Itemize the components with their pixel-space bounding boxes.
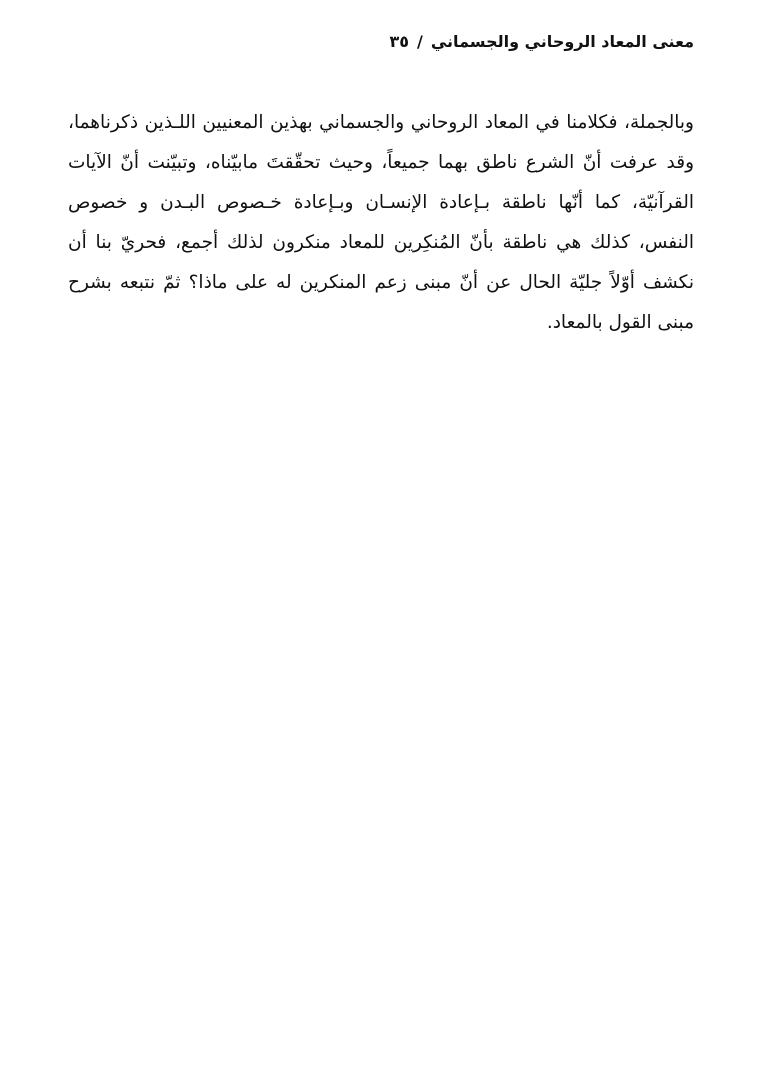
body-paragraph: وبالجملة، فكلامنا في المعاد الروحاني والجسماني بهذين المعنيين اللـذين ذكرناهما، وقد عرفت أنّ الشرع ناطق بهما جميعاً، وحيث تحقّقتَ مابيّناه، وتبيّنت أنّ الآيات القرآنيّة، كما أنّها ناطقة بـإعادة الإنسـان وبـإعادة خـصوص البـدن و خصوص النفس، كذلك هي ناطقة بأنّ المُنكِرين للمعاد منكرون لذلك أجمع، فحريّ بنا أن نكشف أوّلاً جليّة الحال عن أنّ مبنى زعم المنكرين له على ماذا؟ ثمّ نتبعه بشرح مبنى القول بالمعاد. [68,111,694,333]
header-separator: / [417,32,423,51]
running-title: معنى المعاد الروحاني والجسماني [430,32,694,51]
page-number: ٣٥ [389,32,410,51]
running-header [68,30,694,54]
